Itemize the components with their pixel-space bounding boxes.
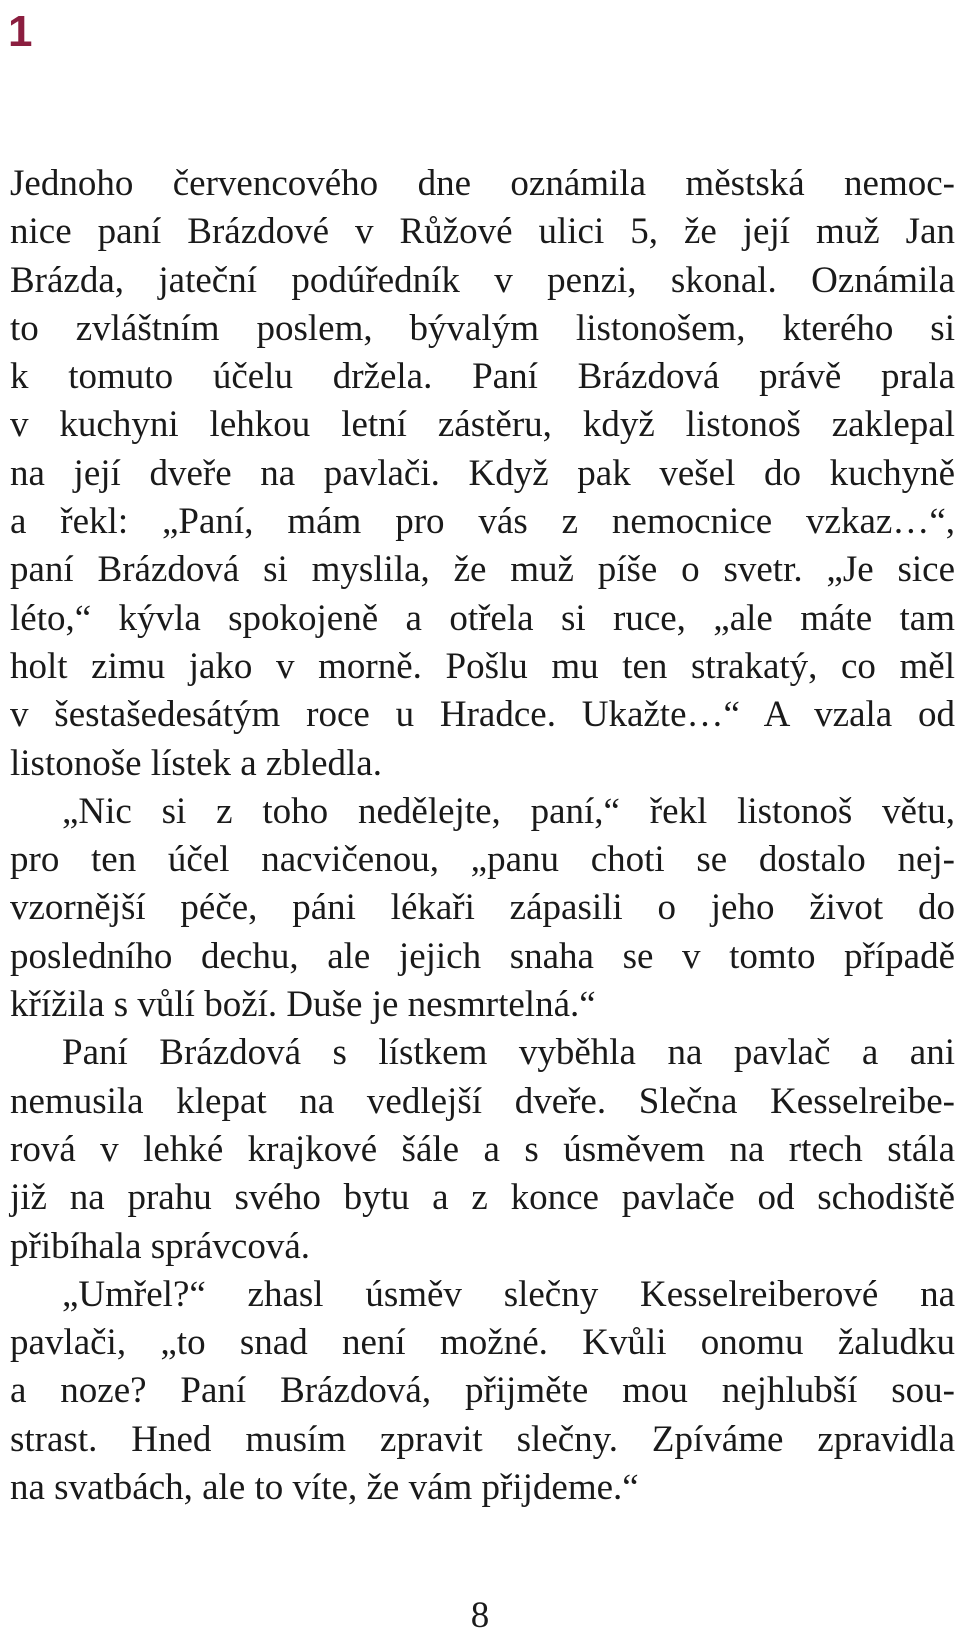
text-line: pavlači, „to snad není možné. Kvůli onomu žaludku xyxy=(10,1322,955,1364)
text-line: Jednoho červencového dne oznámila městská nemoc- xyxy=(10,163,955,204)
text-line: vzornější péče, páni lékaři zápasili o jeho život do xyxy=(10,887,955,929)
text-line: „Nic si z toho nedělejte, paní,“ řekl listonoš větu, xyxy=(62,790,955,832)
text-line: pro ten účel nacvičenou, „panu choti se dostalo nej- xyxy=(10,839,955,881)
text-line: posledního dechu, ale jejich snaha se v tomto případě xyxy=(10,935,955,977)
text-line: holt zimu jako v morně. Pošlu mu ten strakatý, co měl xyxy=(10,645,955,687)
text-line: nice paní Brázdové v Růžové ulici 5, že její muž Jan xyxy=(10,211,955,253)
text-line: křížila s vůlí boží. Duše je nesmrtelná.“ xyxy=(10,984,596,1026)
text-line: listonoše lístek a zbledla. xyxy=(10,742,382,784)
text-line: v kuchyni lehkou letní zástěru, když listonoš zaklepal xyxy=(10,404,955,446)
text-line: nemusila klepat na vedlejší dveře. Slečna Kesselreibe- xyxy=(10,1080,955,1122)
text-line: strast. Hned musím zpravit slečny. Zpíváme zpravidla xyxy=(10,1418,955,1460)
text-line: „Umřel?“ zhasl úsměv slečny Kesselreiberové na xyxy=(62,1273,955,1315)
text-line: v šestašedesátým roce u Hradce. Ukažte…“ A vzala od xyxy=(10,694,955,736)
text-line: rová v lehké krajkové šále a s úsměvem na rtech stála xyxy=(10,1128,955,1170)
text-line: a řekl: „Paní, mám pro vás z nemocnice vzkaz…“, xyxy=(10,501,955,543)
chapter-number: 1 xyxy=(8,7,33,56)
text-line: léto,“ kývla spokojeně a otřela si ruce, „ale máte tam xyxy=(10,597,955,639)
text-line: již na prahu svého bytu a z konce pavlače od schodiště xyxy=(10,1177,955,1219)
text-line: paní Brázdová si myslila, že muž píše o svetr. „Je sice xyxy=(10,549,955,591)
text-line: a noze? Paní Brázdová, přijměte mou nejhlubší sou- xyxy=(10,1370,955,1412)
text-line: Brázda, jateční podúředník v penzi, skonal. Oznámila xyxy=(10,259,955,301)
text-line: na její dveře na pavlači. Když pak vešel do kuchyně xyxy=(10,452,955,494)
body-text xyxy=(10,160,955,1512)
text-line: k tomuto účelu držela. Paní Brázdová právě prala xyxy=(10,356,955,398)
text-line: přibíhala správcová. xyxy=(10,1225,310,1267)
text-line: to zvláštním poslem, bývalým listonošem, kterého si xyxy=(10,307,955,349)
text-line: Paní Brázdová s lístkem vyběhla na pavlač a ani xyxy=(62,1032,955,1074)
text-line: na svatbách, ale to víte, že vám přijdeme.“ xyxy=(10,1467,639,1509)
page-number: 8 xyxy=(470,1595,490,1636)
